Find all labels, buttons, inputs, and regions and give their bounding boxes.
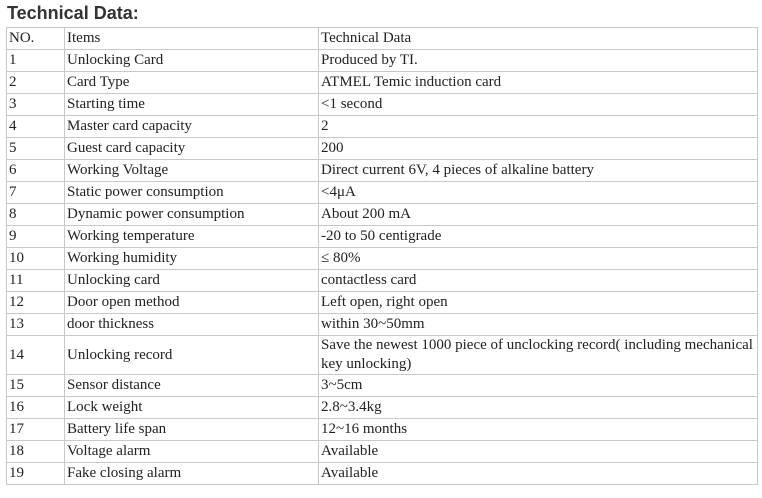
row-item: Card Type (65, 72, 319, 94)
row-value: Save the newest 1000 piece of unclocking record( including mechanical key unlocking) (319, 336, 758, 375)
row-item: Working humidity (65, 248, 319, 270)
row-item: Voltage alarm (65, 441, 319, 463)
row-number: 9 (7, 226, 65, 248)
table-row (7, 50, 758, 72)
row-item: Door open method (65, 292, 319, 314)
row-number: 11 (7, 270, 65, 292)
row-number: 15 (7, 375, 65, 397)
row-item: Fake closing alarm (65, 463, 319, 485)
row-value: -20 to 50 centigrade (319, 226, 758, 248)
table-row (7, 397, 758, 419)
row-item: Unlocking card (65, 270, 319, 292)
row-value: within 30~50mm (319, 314, 758, 336)
row-value: ATMEL Temic induction card (319, 72, 758, 94)
row-item: Static power consumption (65, 182, 319, 204)
table-row (7, 292, 758, 314)
row-item: Working temperature (65, 226, 319, 248)
row-number: 1 (7, 50, 65, 72)
table-row (7, 204, 758, 226)
row-number: 3 (7, 94, 65, 116)
row-value: <1 second (319, 94, 758, 116)
row-item: Unlocking Card (65, 50, 319, 72)
row-value: About 200 mA (319, 204, 758, 226)
table-row (7, 441, 758, 463)
row-value: Available (319, 463, 758, 485)
row-number: 10 (7, 248, 65, 270)
header-technical-data: Technical Data (319, 28, 758, 50)
row-item: Dynamic power consumption (65, 204, 319, 226)
table-row (7, 248, 758, 270)
row-value: <4μA (319, 182, 758, 204)
table-row (7, 72, 758, 94)
row-number: 8 (7, 204, 65, 226)
row-value: 12~16 months (319, 419, 758, 441)
row-item: Lock weight (65, 397, 319, 419)
row-value: 200 (319, 138, 758, 160)
row-number: 5 (7, 138, 65, 160)
row-value: ≤ 80% (319, 248, 758, 270)
row-item: door thickness (65, 314, 319, 336)
table-row (7, 419, 758, 441)
row-number: 13 (7, 314, 65, 336)
row-value: contactless card (319, 270, 758, 292)
row-item: Unlocking record (65, 336, 319, 375)
table-row (7, 94, 758, 116)
row-value: Produced by TI. (319, 50, 758, 72)
table-row (7, 336, 758, 375)
header-no: NO. (7, 28, 65, 50)
row-value: Left open, right open (319, 292, 758, 314)
table-header-row (7, 28, 758, 50)
table-row (7, 116, 758, 138)
table-row (7, 138, 758, 160)
row-number: 17 (7, 419, 65, 441)
table-row (7, 463, 758, 485)
row-item: Master card capacity (65, 116, 319, 138)
row-value: 2 (319, 116, 758, 138)
table-row (7, 160, 758, 182)
row-number: 19 (7, 463, 65, 485)
row-item: Guest card capacity (65, 138, 319, 160)
row-number: 7 (7, 182, 65, 204)
row-value: Available (319, 441, 758, 463)
row-number: 12 (7, 292, 65, 314)
table-row (7, 226, 758, 248)
table-row (7, 375, 758, 397)
row-item: Battery life span (65, 419, 319, 441)
row-value: 2.8~3.4kg (319, 397, 758, 419)
row-number: 6 (7, 160, 65, 182)
row-number: 18 (7, 441, 65, 463)
row-number: 16 (7, 397, 65, 419)
row-item: Working Voltage (65, 160, 319, 182)
header-items: Items (65, 28, 319, 50)
table-row (7, 314, 758, 336)
row-item: Sensor distance (65, 375, 319, 397)
technical-data-table (6, 27, 758, 485)
row-value: Direct current 6V, 4 pieces of alkaline battery (319, 160, 758, 182)
table-row (7, 182, 758, 204)
row-number: 2 (7, 72, 65, 94)
page-title: Technical Data: (7, 3, 139, 23)
table-row (7, 270, 758, 292)
row-number: 14 (7, 336, 65, 375)
row-item: Starting time (65, 94, 319, 116)
row-value: 3~5cm (319, 375, 758, 397)
row-number: 4 (7, 116, 65, 138)
